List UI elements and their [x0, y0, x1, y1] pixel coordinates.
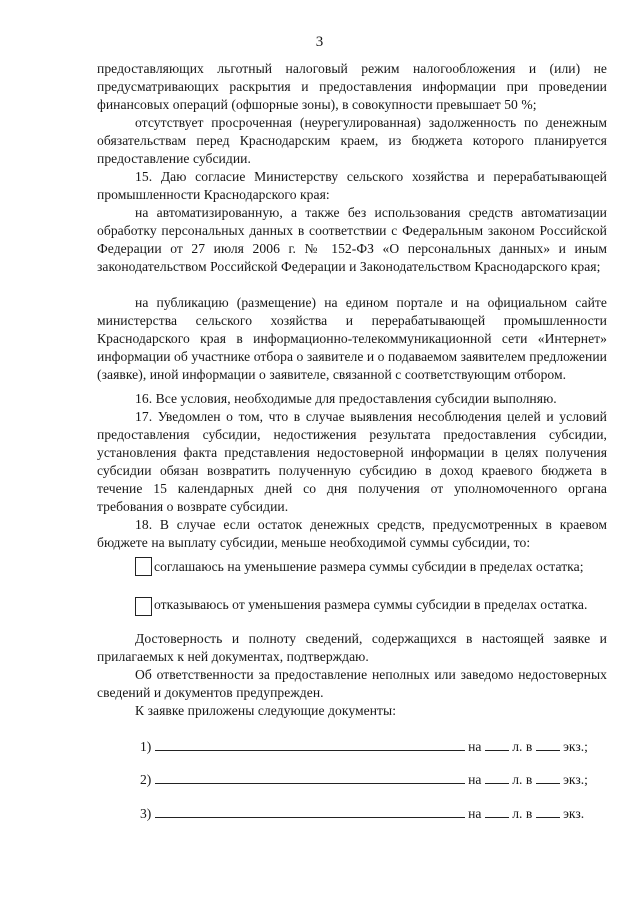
- document-line-1: 1) на л. в экз.;: [140, 736, 588, 756]
- document-line-3: 3) на л. в экз.: [140, 803, 584, 823]
- option-agree-label: соглашаюсь на уменьшение размера суммы субсидии в пределах остатка;: [154, 559, 584, 574]
- document-name-field[interactable]: [155, 736, 465, 751]
- copies-field[interactable]: [536, 736, 560, 751]
- copies-field[interactable]: [536, 803, 560, 818]
- document-number: 3): [140, 806, 152, 821]
- paragraph-publication: на публикацию (размещение) на едином портале и на официальном сайте министерства сельского хозяйства и перерабатывающей промышленности Краснодарского края в информационно-телекоммуникационной сети «Интернет» информации об участнике отбора о заявителе и о подаваемом заявителем предложении (заявке), иной информации о заявителе, связанной с соответствующим отбором.: [97, 295, 607, 382]
- paragraph-notice: 17. Уведомлен о том, что в случае выявления несоблюдения целей и условий предоставления субсидии, недостижения результата предоставления субсидии, установления факта представления недостоверной информации в целях получения субсидии обязан возвратить полученную субсидию в доход краевого бюджета в течение 15 календарных дней со дня получения от уполномоченного органа требования о возврате субсидии.: [97, 409, 607, 514]
- paragraph-reliability: Достоверность и полноту сведений, содержащихся в настоящей заявке и прилагаемых к ней документах, подтверждаю.: [97, 631, 607, 664]
- paragraph-attachments: К заявке приложены следующие документы:: [135, 703, 397, 718]
- paragraph-no-debt: отсутствует просроченная (неурегулированная) задолженность по денежным обязательствам перед Краснодарским краем, из бюджета которого планируется предоставление субсидии.: [97, 115, 607, 166]
- sheets-field[interactable]: [485, 803, 509, 818]
- document-name-field[interactable]: [155, 769, 465, 784]
- document-name-field[interactable]: [155, 803, 465, 818]
- copies-field[interactable]: [536, 769, 560, 784]
- paragraph-remainder: 18. В случае если остаток денежных средств, предусмотренных в краевом бюджете на выплату субсидии, меньше необходимой суммы субсидии, то:: [97, 517, 607, 550]
- document-number: 2): [140, 772, 152, 787]
- sheets-field[interactable]: [485, 769, 509, 784]
- option-refuse-label: отказываюсь от уменьшения размера суммы субсидии в пределах остатка.: [154, 597, 588, 612]
- document-number: 1): [140, 739, 152, 754]
- paragraph-conditions: 16. Все условия, необходимые для предоставления субсидии выполняю.: [135, 391, 557, 406]
- page-number: 3: [315, 34, 324, 50]
- paragraph-consent: 15. Даю согласие Министерству сельского хозяйства и перерабатывающей промышленности Краснодарского края:: [97, 169, 607, 202]
- sheets-field[interactable]: [485, 736, 509, 751]
- paragraph-responsibility: Об ответственности за предоставление неполных или заведомо недостоверных сведений и документов предупрежден.: [97, 667, 607, 700]
- paragraph-personal-data: на автоматизированную, а также без использования средств автоматизации обработку персональных данных в соответствии с Федеральным законом Российской Федерации от 27 июля 2006 г. № 152-ФЗ «О персональных данных» и иным законодательством Российской Федерации и Законодательством Краснодарского края;: [97, 205, 607, 274]
- document-line-2: 2) на л. в экз.;: [140, 769, 588, 789]
- paragraph-offshore: предоставляющих льготный налоговый режим налогообложения и (или) не предусматривающих раскрытия и предоставления информации при проведении финансовых операций (офшорные зоны), в совокупности превышает 50 %;: [97, 61, 607, 112]
